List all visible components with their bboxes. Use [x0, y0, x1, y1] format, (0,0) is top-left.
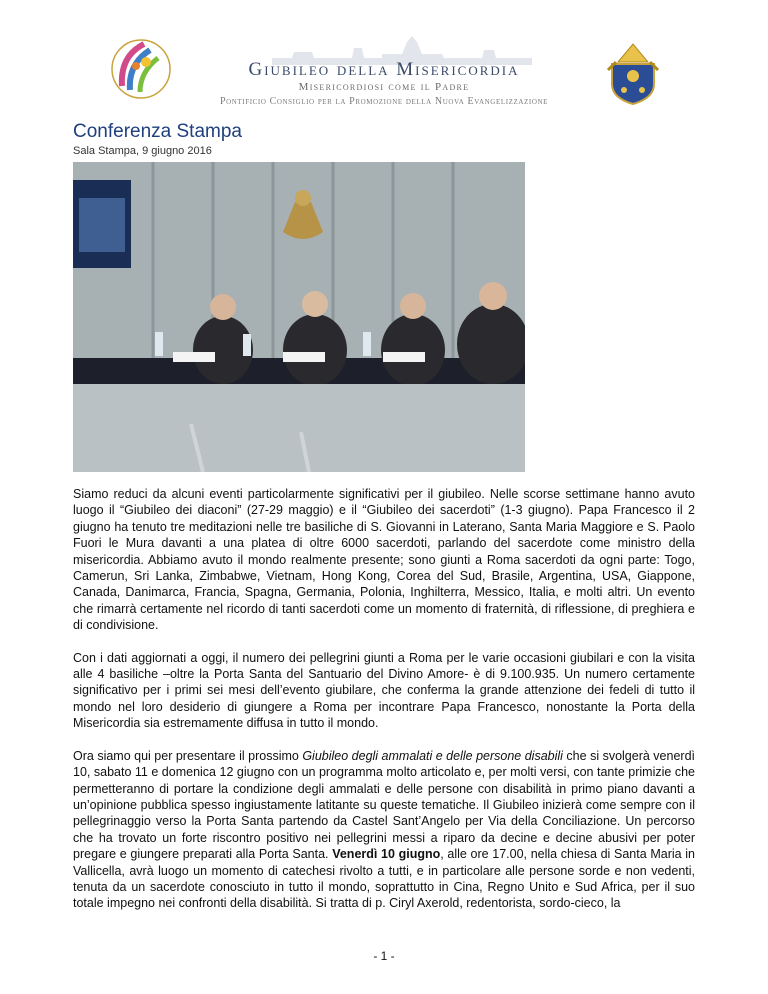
document-title: Conferenza Stampa	[73, 121, 242, 142]
paragraph-text: , alle ore 17.00, nella chiesa di Santa Maria in Vallicella, avrà luogo un momento di catechesi rivolto a tutti, e in particolare alle persone sorde e non vedenti, tenuta da un sacerdote conosciuto in tutto il mondo, soprattutto in Cina, Regno Unito e Sud Africa, per il suo totale impegno nei confronti della disabilità. Si tratta di p. Ciryl Axerold, redentorista, sordo-cieco, la	[73, 847, 695, 911]
papal-coat-of-arms-icon	[604, 40, 662, 106]
paragraph: Siamo reduci da alcuni eventi particolarmente significativi per il giubileo. Nelle scorse settimane hanno avuto luogo il “Giubileo dei diaconi” (27-29 maggio) e il “Giubileo dei sacerdoti” (1-3 giugno). Papa Francesco il 2 giugno ha tenuto tre meditazioni nelle tre basiliche di S. Giovanni in Laterano, Santa Maria Maggiore e S. Paolo Fuori le Mura davanti a una platea di oltre 6000 sacerdoti, parlando del sacerdote come ministro della misericordia. Abbiamo avuto il mondo realmente presente; sono giunti a Roma sacerdoti da ogni parte: Togo, Camerun, Sri Lanka, Zimbabwe, Vietnam, Hong Kong, Corea del Sud, Brasile, Argentina, USA, Giappone, Canada, Danimarca, Francia, Spagna, Germania, Polonia, Inghilterra, Messico, Italia, e molti altri. Un evento che rimarrà certamente nel ricordo di tanti sacerdoti come un momento di fraternità, di riflessione, di preghiera e di condivisione.	[73, 487, 695, 633]
paragraph: Con i dati aggiornati a oggi, il numero dei pellegrini giunti a Roma per le varie occasioni giubilari e con la visita alle 4 basiliche –oltre la Porta Santa del Santuario del Divino Amore- è di 9.100.935. Un numero certamente significativo per i primi sei mesi dell’evento giubilare, che conferma la grande attenzione dei fedeli di tutto il mondo nel loro desiderio di giungere a Roma per incontrare Papa Francesco, nonostante la Porta della Misericordia sia estremamente diffusa in tutto il mondo.	[73, 650, 695, 731]
event-date: Venerdì 10 giugno	[332, 847, 441, 862]
document-header	[0, 0, 768, 112]
press-conference-photo	[73, 162, 525, 472]
paragraph	[73, 748, 695, 912]
header-subtitle: Misericordiosi come il Padre	[298, 81, 470, 93]
document-subtitle: Sala Stampa, 9 giugno 2016	[73, 145, 212, 157]
header-title: Giubileo della Misericordia	[248, 59, 520, 80]
document-body	[73, 486, 695, 928]
paragraph-text: che si svolgerà venerdì 10, sabato 11 e domenica 12 giugno con un programma molto articolato e, per molti versi, con tante primizie che permetteranno di portare la condizione degli ammalati e delle persone con disabilità in primo piano davanti a un’opinione pubblica spesso ingiustamente latitante su queste tematiche. Il Giubileo inizierà come sempre con il pellegrinaggio verso la Porta Santa partendo da Castel Sant’Angelo per Via della Conciliazione. Un percorso che ha trovato un forte riscontro positivo nei pellegrini messi a riparo da decine e decine abusivi per poter pregare e giungere preparati alla Porta Santa.	[73, 748, 695, 862]
paragraph-text: Ora siamo qui per presentare il prossimo	[73, 748, 303, 763]
header-council: Pontificio Consiglio per la Promozione della Nuova Evangelizzazione	[219, 96, 549, 107]
event-title: Giubileo degli ammalati e delle persone disabili	[302, 748, 563, 763]
page-number: - 1 -	[373, 949, 395, 963]
